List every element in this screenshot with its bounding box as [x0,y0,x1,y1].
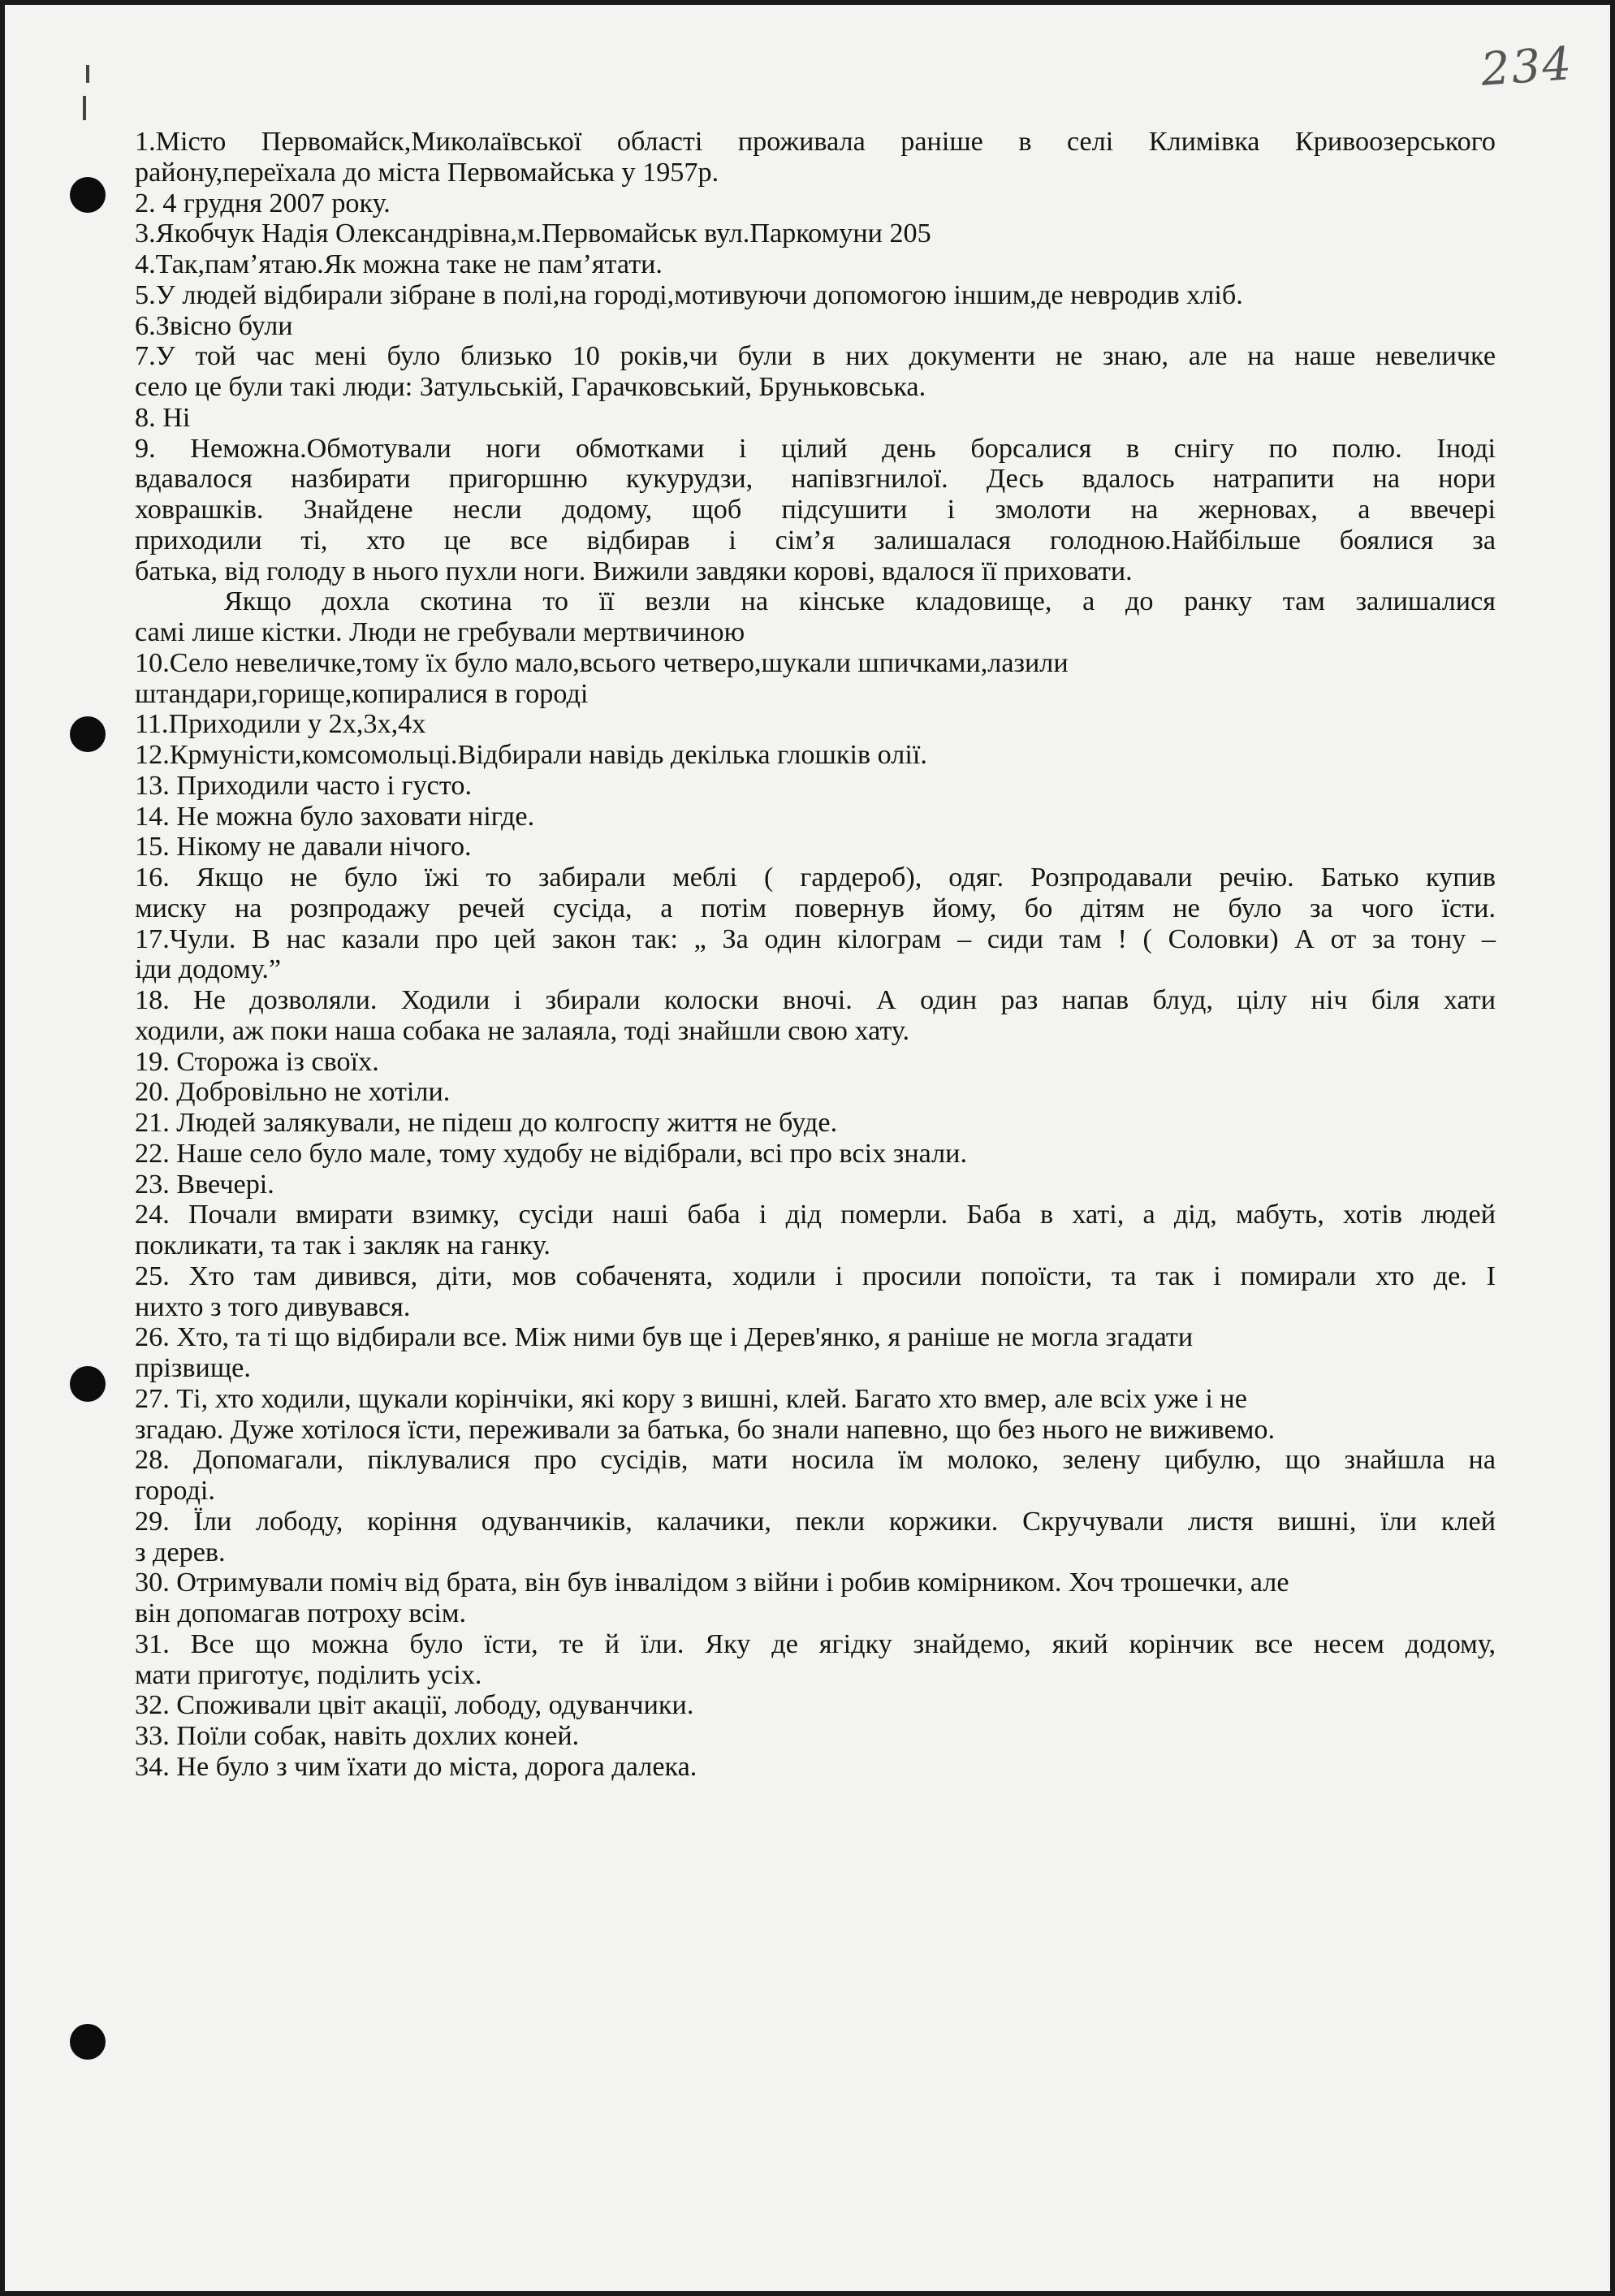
text-line: 7.У той час мені було близько 10 років,чи були в них документи не знаю, але на наше невеличке [135,341,1496,372]
text-line: 18. Не дозволяли. Ходили і збирали колоски вночі. А один раз напав блуд, цілу ніч біля хати [135,985,1496,1015]
text-line: 32. Споживали цвіт акації, лободу, одуванчики. [135,1690,694,1721]
text-line: 14. Не можна було заховати нігде. [135,801,535,832]
text-line: миску на розпродажу речей сусіда, а потім повернув йому, бо дітям не було за чого їсти. [135,893,1496,923]
text-line: 26. Хто, та ті що відбирали все. Між ними був ще і Дерев'янко, я раніше не могла згадати [135,1322,1194,1353]
text-line: приходили ті, хто це все відбирав і сім’я залишалася голодною.Найбільше боялися за [135,525,1496,556]
text-line: 11.Приходили у 2х,3х,4х [135,709,426,740]
page-number: 234 [1479,37,1575,97]
text-line: 34. Не було з чим їхати до міста, дорога далека. [135,1751,697,1782]
punch-hole [70,2024,106,2060]
text-line: прізвище. [135,1353,251,1383]
punch-hole [70,716,106,752]
text-line: 28. Допомагали, піклувалися про сусідів, мати носила їм молоко, зелену цибулю, що знайшла на [135,1445,1496,1476]
text-line: з дерев. [135,1537,226,1567]
text-line: 10.Село невеличке,тому їх було мало,всього четверо,шукали шпичками,лазили [135,647,1069,678]
text-line: Якщо дохла скотина то її везли на кінське кладовище, а до ранку там залишалися [224,586,1496,617]
text-line: 23. Ввечері. [135,1169,274,1200]
text-line: вдавалося назбирати пригоршню кукурудзи, напівзгнилої. Десь вдалось натрапити на нори [135,464,1496,495]
text-line: батька, від голоду в нього пухли ноги. Вижили завдяки корові, вдалося її приховати. [135,556,1133,586]
text-line: 20. Добровільно не хотіли. [135,1077,451,1108]
text-line: 25. Хто там дивився, діти, мов собаченята, ходили і просили попоїсти, та так і помирали хто де. І [135,1260,1496,1291]
text-line: 27. Ті, хто ходили, щукали корінчіки, які кору з вишні, клей. Багато хто вмер, але всіх уже і не [135,1383,1247,1414]
margin-mark [86,65,89,83]
text-line: 16. Якщо не було їжі то забирали меблі ( гардероб), одяг. Розпродавали речію. Батько купив [135,863,1496,893]
text-line: 12.Крмуністи,комсомольці.Відбирали навідь декілька глошків олії. [135,740,927,770]
text-line: 2. 4 грудня 2007 року. [135,188,391,218]
text-line: 17.Чули. В нас казали про цей закон так: „ За один кілограм – сиди там ! ( Соловки) А от за тону – [135,923,1496,954]
text-line: 6.Звісно були [135,310,293,341]
text-line: 21. Людей залякували, не підеш до колгоспу життя не буде. [135,1108,838,1138]
text-line: 9. Неможна.Обмотували ноги обмотками і цілий день борсалися в снігу по полю. Іноді [135,433,1496,464]
text-line: району,переїхала до міста Первомайська у 1957р. [135,157,719,188]
text-line: 1.Місто Первомайск,Миколаївської області проживала раніше в селі Климівка Кривоозерського [135,127,1496,157]
text-line: ховрашків. Знайдене несли додому, щоб підсушити і змолоти на жерновах, а ввечері [135,495,1496,525]
text-line: 30. Отримували поміч від брата, він був інвалідом з війни і робив комірником. Хоч трошечки, але [135,1567,1289,1598]
punch-hole [70,177,106,213]
text-line: 4.Так,пам’ятаю.Як можна таке не пам’ятати. [135,249,663,279]
text-line: нихто з того дивувався. [135,1291,411,1322]
text-line: 8. Ні [135,402,191,433]
text-line: ходили, аж поки наша собака не залаяла, тоді знайшли свою хату. [135,1015,910,1046]
text-line: іди додому.” [135,954,282,985]
text-line: 3.Якобчук Надія Олександрівна,м.Первомайськ вул.Паркомуни 205 [135,218,931,249]
punch-hole [70,1366,106,1402]
text-line: 5.У людей відбирали зібране в полі,на городі,мотивуючи допомогою іншим,де невродив хліб. [135,279,1243,310]
text-line: 31. Все що можна було їсти, те й їли. Яку де ягідку знайдемо, який корінчик все несем додому, [135,1628,1496,1659]
margin-mark [83,96,86,120]
document-body [135,127,1496,1783]
text-line: мати приготує, поділить усіх. [135,1659,482,1690]
text-line: городі. [135,1476,215,1506]
text-line: він допомагав потроху всім. [135,1598,467,1628]
text-line: 13. Приходили часто і густо. [135,770,472,801]
text-line: 33. Поїли собак, навіть дохлих коней. [135,1721,580,1751]
text-line: згадаю. Дуже хотілося їсти, переживали за батька, бо знали напевно, що без нього не виживемо. [135,1414,1276,1445]
text-line: 19. Сторожа із своїх. [135,1046,379,1077]
text-line: 29. Їли лободу, коріння одуванчиків, калачики, пекли коржики. Скручували листя вишні, їли клей [135,1506,1496,1537]
text-line: самі лише кістки. Люди не гребували мертвичиною [135,617,745,647]
text-line: 15. Нікому не давали нічого. [135,832,472,863]
text-line: село це були такі люди: Затульській, Гарачковський, Бруньковська. [135,372,926,402]
text-line: 22. Наше село було мале, тому худобу не відібрали, всі про всіх знали. [135,1138,967,1169]
text-line: 24. Почали вмирати взимку, сусіди наші баба і дід померли. Баба в хаті, а дід, мабуть, хотів людей [135,1200,1496,1230]
text-line: покликати, та так і закляк на ганку. [135,1230,551,1260]
text-line: штандари,горище,копиралися в городі [135,678,589,709]
